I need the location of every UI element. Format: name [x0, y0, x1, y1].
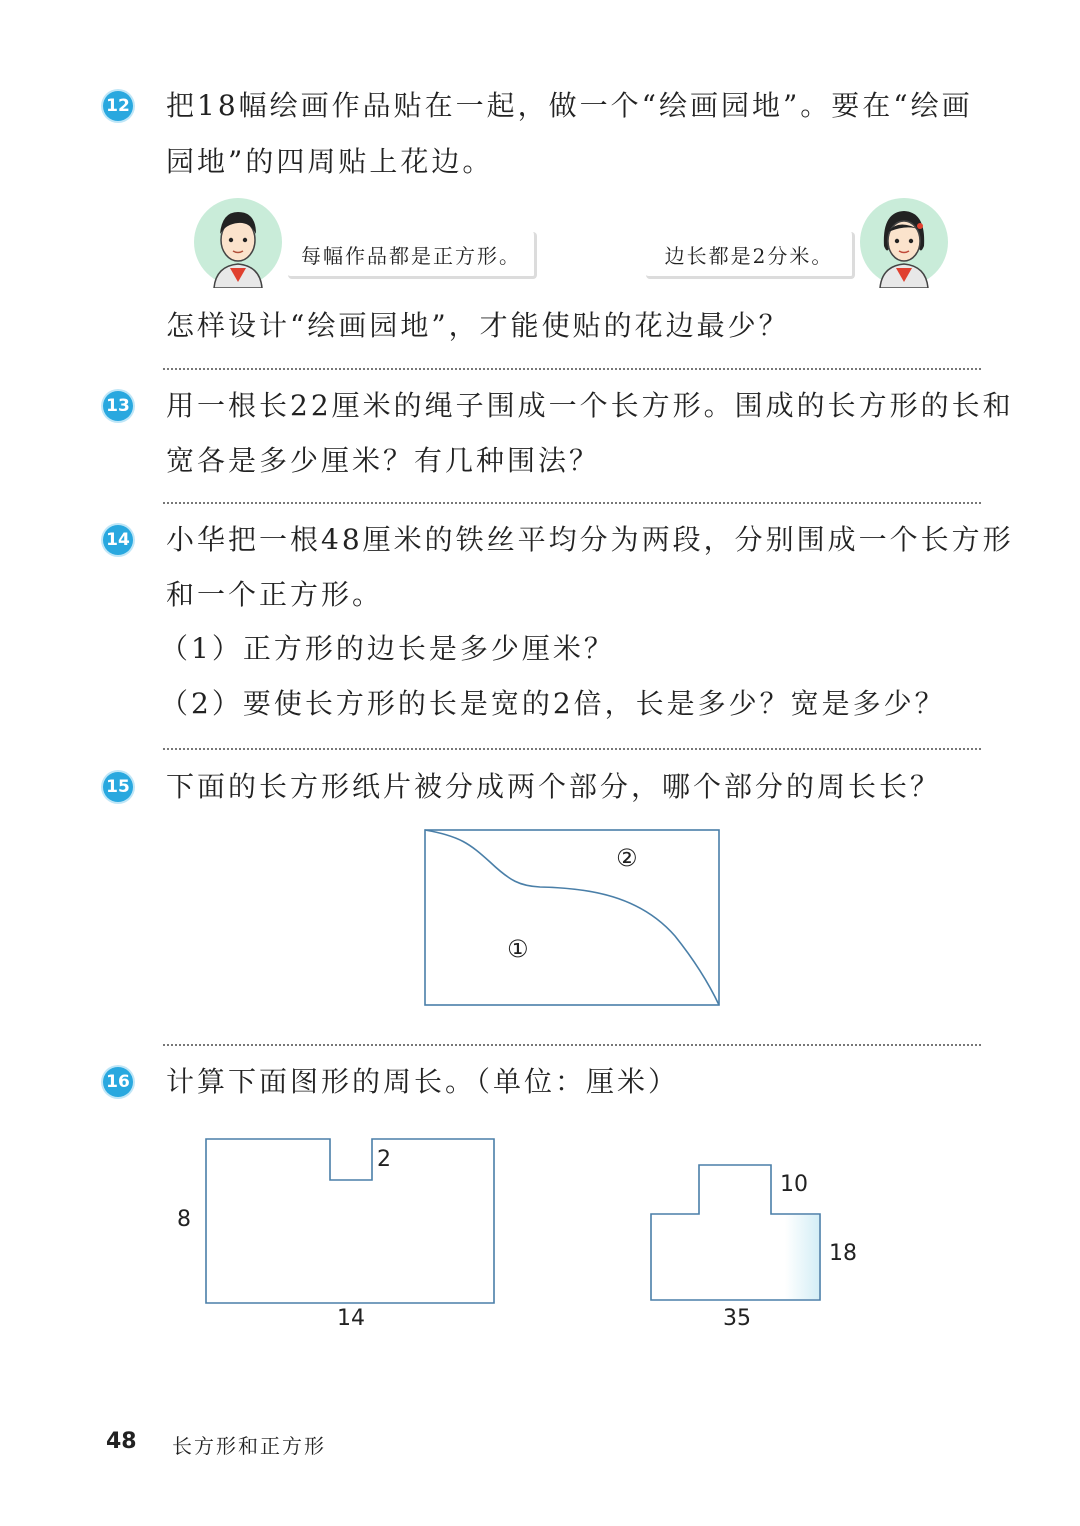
problem-13-text-line-1: 用一根长22厘米的绳子围成一个长方形。围成的长方形的长和: [166, 389, 1014, 422]
girl-speech-bubble: 边长都是2分米。: [646, 232, 855, 279]
problem-16-text-line-1: 计算下面图形的周长。（单位：厘米）: [166, 1065, 680, 1098]
problem-12-text-line-1: 把18幅绘画作品贴在一起，做一个“绘画园地”。要在“绘画: [166, 89, 973, 122]
section-divider: [163, 748, 981, 750]
problem-15-text-line-1: 下面的长方形纸片被分成两个部分，哪个部分的周长长？: [166, 770, 942, 803]
problem-12-text-line-2: 园地”的四周贴上花边。: [166, 145, 494, 178]
figure-b-height-label: 18: [829, 1241, 857, 1266]
girl-avatar-icon: [858, 196, 950, 288]
figure-b-width-label: 35: [723, 1306, 751, 1331]
problem-number-badge: 13: [103, 391, 133, 421]
part-1-label: ①: [507, 935, 529, 963]
section-divider: [163, 1044, 981, 1046]
problem-14-text-line-2: 和一个正方形。: [166, 578, 384, 611]
section-divider: [163, 502, 981, 504]
problem-number-badge: 15: [103, 772, 133, 802]
problem-12-question: 怎样设计“绘画园地”，才能使贴的花边最少？: [166, 309, 790, 342]
figure-a-height-label: 8: [177, 1207, 191, 1232]
page-number: 48: [106, 1429, 137, 1454]
chapter-title: 长方形和正方形: [172, 1434, 326, 1458]
part-2-label: ②: [616, 844, 638, 872]
problem-number-badge: 12: [103, 91, 133, 121]
problem-number-badge: 16: [103, 1067, 133, 1097]
problem-14-subquestion-1: （1）正方形的边长是多少厘米？: [160, 632, 615, 665]
problem-14-text-line-1: 小华把一根48厘米的铁丝平均分为两段，分别围成一个长方形: [166, 523, 1014, 556]
divided-rectangle-figure: [420, 826, 724, 1010]
section-divider: [163, 368, 981, 370]
problem-14-subquestion-2: （2）要使长方形的长是宽的2倍，长是多少？宽是多少？: [160, 687, 946, 720]
problem-number-badge: 14: [103, 525, 133, 555]
problem-13-text-line-2: 宽各是多少厘米？有几种围法？: [166, 444, 601, 477]
notched-rectangle-figure: [200, 1134, 500, 1310]
figure-a-notch-label: 2: [377, 1147, 391, 1172]
boy-speech-bubble: 每幅作品都是正方形。: [288, 232, 537, 279]
figure-b-step-label: 10: [780, 1172, 808, 1197]
boy-avatar-icon: [192, 196, 284, 288]
figure-a-width-label: 14: [337, 1306, 365, 1331]
